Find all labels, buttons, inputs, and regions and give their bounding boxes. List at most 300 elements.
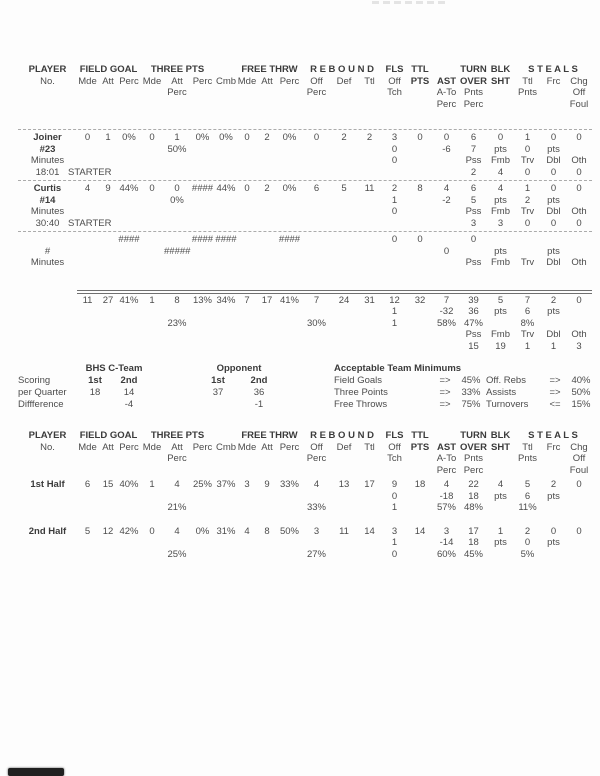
cell: 9 xyxy=(105,183,111,194)
cell xyxy=(433,206,460,218)
cell: 2 xyxy=(264,183,270,194)
cell: 1 xyxy=(391,194,398,206)
cell xyxy=(77,206,98,218)
cell: 4 xyxy=(497,166,504,178)
cell: Off xyxy=(572,453,586,464)
cell: 3 xyxy=(244,479,250,490)
cell: 0 xyxy=(550,132,557,143)
cell: Pnts xyxy=(463,87,483,98)
cell: Perc xyxy=(436,464,457,476)
table-row xyxy=(18,387,308,399)
cell: 4 xyxy=(174,525,180,537)
cell: 1 xyxy=(174,132,180,143)
cell xyxy=(541,318,566,330)
cell: Ttl xyxy=(522,441,533,453)
table-row xyxy=(18,502,592,514)
cell xyxy=(566,537,592,549)
cell: 15 xyxy=(102,479,114,490)
cell: Pss xyxy=(465,257,482,268)
cell xyxy=(118,144,140,156)
cell xyxy=(215,491,237,503)
cell xyxy=(257,99,277,111)
cell: 23% xyxy=(167,317,187,329)
cell: 6 xyxy=(524,306,531,317)
table-row xyxy=(18,306,592,318)
cell: 22 xyxy=(468,479,479,490)
cell xyxy=(257,167,277,179)
cell: 2 xyxy=(264,132,270,143)
cell xyxy=(407,99,433,111)
cell xyxy=(407,453,433,465)
cell xyxy=(118,537,140,549)
cell xyxy=(80,399,110,411)
cell xyxy=(237,257,257,269)
cell: 3 xyxy=(470,217,477,229)
cell: 0% xyxy=(170,194,184,206)
cell xyxy=(77,341,98,353)
cell xyxy=(302,341,331,353)
cell: THREE PTS xyxy=(150,430,205,441)
cell: 1st Half xyxy=(30,479,65,490)
cell xyxy=(357,318,382,330)
cell xyxy=(118,195,140,207)
cell: FLS xyxy=(385,64,404,75)
cell: Off xyxy=(310,75,323,87)
cell: 18 xyxy=(468,537,479,548)
cell: -2 xyxy=(442,194,451,206)
cell: 0 xyxy=(443,245,450,257)
cell: Pnts xyxy=(517,453,537,464)
table-row xyxy=(18,218,592,230)
cell xyxy=(407,502,433,514)
cell xyxy=(541,502,566,514)
cell xyxy=(77,329,98,341)
cell: Perc xyxy=(167,453,187,464)
cell: Pnts xyxy=(517,87,537,98)
cell xyxy=(277,465,302,477)
cell: 0% xyxy=(282,183,297,194)
cell: Mde xyxy=(142,75,162,87)
cell xyxy=(277,167,302,179)
cell: 0 xyxy=(84,132,91,143)
cell xyxy=(118,465,140,477)
divider-dashed xyxy=(18,231,592,232)
cell xyxy=(566,234,592,246)
cell: 0 xyxy=(524,143,531,155)
cell xyxy=(277,218,302,230)
cell: => xyxy=(549,387,561,398)
cell xyxy=(237,549,257,561)
cell: 7 xyxy=(470,143,477,155)
cell: 4 xyxy=(443,183,450,194)
cell xyxy=(357,195,382,207)
cell xyxy=(541,87,566,99)
cell xyxy=(98,234,118,246)
cell xyxy=(331,453,357,465)
cell: 36 xyxy=(253,387,265,398)
cell: 8 xyxy=(174,294,180,306)
cell: Mde xyxy=(142,441,162,453)
cell: 1 xyxy=(524,340,531,352)
cell xyxy=(98,144,118,156)
cell xyxy=(407,144,433,156)
cell xyxy=(302,306,331,318)
cell: OVER xyxy=(460,441,487,453)
cell: pts xyxy=(547,245,560,257)
cell: 31 xyxy=(364,294,375,306)
cell xyxy=(164,465,190,477)
cell: 42% xyxy=(119,525,139,537)
cell: S T E A L S xyxy=(528,64,578,75)
cell: 14 xyxy=(123,387,135,398)
cell: 5 xyxy=(470,194,477,206)
cell xyxy=(407,155,433,167)
cell xyxy=(18,306,77,318)
cell: PTS xyxy=(410,75,430,87)
cell: Diffference xyxy=(18,399,64,410)
cell xyxy=(77,234,98,246)
cell xyxy=(257,318,277,330)
cell: PLAYER xyxy=(28,64,67,75)
cell xyxy=(407,195,433,207)
cell xyxy=(118,167,140,179)
cell: 0 xyxy=(550,217,557,229)
cell: 0 xyxy=(149,183,155,194)
cell xyxy=(302,218,331,230)
cell xyxy=(277,257,302,269)
cell xyxy=(164,218,190,230)
cell: 0 xyxy=(244,183,250,194)
cell xyxy=(433,167,460,179)
cell: pts xyxy=(547,306,560,317)
cell xyxy=(18,491,77,503)
cell xyxy=(357,537,382,549)
cell: #### xyxy=(118,234,140,245)
cell: 6 xyxy=(84,479,91,490)
cell: 1 xyxy=(497,525,504,537)
cell: Minutes xyxy=(30,257,65,268)
cell: #14 xyxy=(39,194,56,206)
cell xyxy=(140,537,164,549)
cell xyxy=(215,99,237,111)
cell: 14 xyxy=(414,525,426,537)
cell xyxy=(257,155,277,167)
table-row xyxy=(18,206,592,218)
cell xyxy=(190,218,215,230)
cell: Minutes xyxy=(30,155,65,166)
cell: 0 xyxy=(550,525,557,537)
cell xyxy=(382,99,407,111)
table-row xyxy=(334,387,596,399)
cell xyxy=(433,329,460,341)
cell xyxy=(407,167,433,179)
cell xyxy=(357,465,382,477)
cell: -14 xyxy=(439,537,454,548)
cell xyxy=(331,306,357,318)
cell xyxy=(215,218,237,230)
cell xyxy=(357,306,382,318)
cell xyxy=(198,399,238,411)
cell: 33% xyxy=(306,502,326,513)
cell: pts xyxy=(494,245,507,257)
cell: 1 xyxy=(550,340,557,352)
cell xyxy=(98,491,118,503)
cell xyxy=(118,549,140,561)
cell xyxy=(331,144,357,156)
cell: 0 xyxy=(576,294,582,306)
cell xyxy=(190,87,215,99)
cell: 1 xyxy=(391,537,398,548)
team-totals-block xyxy=(18,295,592,353)
cell: 18 xyxy=(89,387,101,398)
cell xyxy=(460,246,487,258)
cell xyxy=(118,306,140,318)
cell: => xyxy=(439,375,451,386)
cell xyxy=(407,218,433,230)
cell xyxy=(140,341,164,353)
cell: Mde xyxy=(78,75,97,87)
cell: THREE PTS xyxy=(150,64,205,75)
cell xyxy=(257,257,277,269)
cell xyxy=(277,549,302,561)
cell xyxy=(148,399,198,411)
divider-dashed xyxy=(18,180,592,181)
cell xyxy=(407,549,433,561)
cell xyxy=(18,549,77,561)
cell xyxy=(302,491,331,503)
cell xyxy=(118,99,140,111)
table-row xyxy=(18,167,592,179)
cell: 12 xyxy=(102,525,114,537)
cell: 0% xyxy=(122,132,136,143)
table-row xyxy=(18,295,592,307)
cell xyxy=(215,257,237,269)
cell: 18 xyxy=(468,490,479,502)
cell xyxy=(277,329,302,341)
cell xyxy=(257,144,277,156)
cell xyxy=(257,537,277,549)
cell: 32 xyxy=(414,294,426,306)
cell: 0 xyxy=(576,525,582,537)
cell xyxy=(18,234,77,246)
cell xyxy=(190,465,215,477)
cell: Def xyxy=(336,441,352,453)
cell xyxy=(77,502,98,514)
cell: 18 xyxy=(414,479,426,490)
cell: Cmb xyxy=(215,75,237,87)
cell: A-To xyxy=(436,87,457,98)
table-row xyxy=(18,537,592,549)
cell: 45% xyxy=(463,548,483,560)
cell: 50% xyxy=(571,387,591,398)
cell xyxy=(140,87,164,99)
cell xyxy=(331,195,357,207)
cell: pts xyxy=(547,490,560,502)
cell: Assists xyxy=(486,387,517,398)
cell xyxy=(140,167,164,179)
cell: 2 xyxy=(524,525,531,537)
cell xyxy=(164,155,190,167)
cell xyxy=(215,167,237,179)
cell: 13 xyxy=(338,479,350,490)
cell: 0 xyxy=(497,132,504,143)
cell xyxy=(302,155,331,167)
cell xyxy=(382,465,407,477)
cell xyxy=(277,502,302,514)
cell: 17 xyxy=(364,479,375,490)
cell: 39 xyxy=(468,294,479,306)
cell: PLAYER xyxy=(28,430,67,441)
cell: Perc xyxy=(167,87,187,98)
cell xyxy=(215,502,237,514)
cell xyxy=(302,206,331,218)
cell xyxy=(98,329,118,341)
cell: 0 xyxy=(417,234,423,245)
cell xyxy=(18,453,77,465)
cell: 31% xyxy=(216,525,236,537)
cell xyxy=(237,167,257,179)
cell xyxy=(237,465,257,477)
cell: 3 xyxy=(443,525,450,537)
table-row xyxy=(18,132,592,144)
cell xyxy=(382,257,407,269)
cell xyxy=(140,144,164,156)
cell xyxy=(18,318,77,330)
cell: 4 xyxy=(443,479,450,490)
cell xyxy=(237,306,257,318)
cell xyxy=(215,430,237,442)
cell: 0 xyxy=(576,479,582,490)
cell xyxy=(331,246,357,258)
cell xyxy=(277,99,302,111)
cell xyxy=(215,318,237,330)
cell xyxy=(140,234,164,246)
cell xyxy=(487,502,514,514)
cell: 7 xyxy=(443,294,450,306)
cell: 7 xyxy=(524,294,531,306)
cell xyxy=(215,453,237,465)
half-stats-header xyxy=(18,430,592,476)
cell xyxy=(140,195,164,207)
cell xyxy=(215,144,237,156)
cell xyxy=(237,87,257,99)
cell: pts xyxy=(494,194,507,206)
cell xyxy=(331,318,357,330)
cell xyxy=(541,465,566,477)
cell xyxy=(118,502,140,514)
cell: 0 xyxy=(391,143,398,155)
cell xyxy=(215,329,237,341)
cell: Off. Rebs xyxy=(486,375,526,386)
table-row xyxy=(18,453,592,465)
cell xyxy=(237,144,257,156)
cell xyxy=(140,318,164,330)
cell xyxy=(331,341,357,353)
cell xyxy=(487,234,514,246)
cell xyxy=(164,167,190,179)
cell xyxy=(302,234,331,246)
cell: 24 xyxy=(338,294,350,306)
cell: 11% xyxy=(518,502,537,513)
cell xyxy=(407,246,433,258)
cell xyxy=(190,549,215,561)
cell: 40% xyxy=(571,375,591,386)
cell: Minutes xyxy=(30,206,65,217)
cell xyxy=(357,502,382,514)
cell: 17 xyxy=(468,525,479,537)
cell xyxy=(215,87,237,99)
cell: Pss xyxy=(465,155,482,166)
cell xyxy=(487,318,514,330)
cell xyxy=(433,430,460,442)
cell xyxy=(566,306,592,318)
table-row xyxy=(18,318,592,330)
table-row xyxy=(334,399,596,411)
cell xyxy=(257,329,277,341)
cell: Chg xyxy=(570,75,588,87)
cell xyxy=(487,549,514,561)
cell xyxy=(118,453,140,465)
cell: 0 xyxy=(149,525,155,537)
cell: Att xyxy=(171,441,183,453)
cell xyxy=(190,144,215,156)
cell: Off xyxy=(388,75,401,87)
player-block-empty xyxy=(18,234,592,269)
cell xyxy=(257,87,277,99)
cell xyxy=(331,99,357,111)
cell xyxy=(140,206,164,218)
divider-dashed xyxy=(18,129,592,130)
cell: -32 xyxy=(439,306,454,317)
cell xyxy=(407,341,433,353)
cell: Oth xyxy=(571,155,587,166)
cell: Perc xyxy=(463,98,484,110)
cell xyxy=(433,341,460,353)
cell: 19 xyxy=(495,340,506,352)
player-block-curtis xyxy=(18,183,592,229)
cell: 4 xyxy=(497,479,504,490)
first-half-block xyxy=(18,479,592,514)
cell xyxy=(190,491,215,503)
cell: 4 xyxy=(313,479,320,490)
cell xyxy=(98,465,118,477)
cell xyxy=(164,306,190,318)
table-row xyxy=(18,526,592,538)
cell: TURN xyxy=(460,64,487,75)
cell xyxy=(98,502,118,514)
cell: Three Points xyxy=(334,387,388,398)
cell xyxy=(331,206,357,218)
totals-divider xyxy=(77,290,592,294)
cell xyxy=(566,502,592,514)
cell xyxy=(487,99,514,111)
cell: 1st xyxy=(88,375,102,386)
cell: Field Goals xyxy=(334,375,383,386)
cell xyxy=(407,491,433,503)
cell xyxy=(382,167,407,179)
cell xyxy=(566,195,592,207)
cell xyxy=(302,246,331,258)
cell: pts xyxy=(547,194,560,206)
cell xyxy=(77,306,98,318)
cell: FLS xyxy=(385,430,404,441)
cell xyxy=(98,257,118,269)
table-row xyxy=(334,375,596,387)
cell xyxy=(541,99,566,111)
table-row xyxy=(18,549,592,561)
cell xyxy=(140,465,164,477)
cell: Fmb xyxy=(491,257,510,268)
